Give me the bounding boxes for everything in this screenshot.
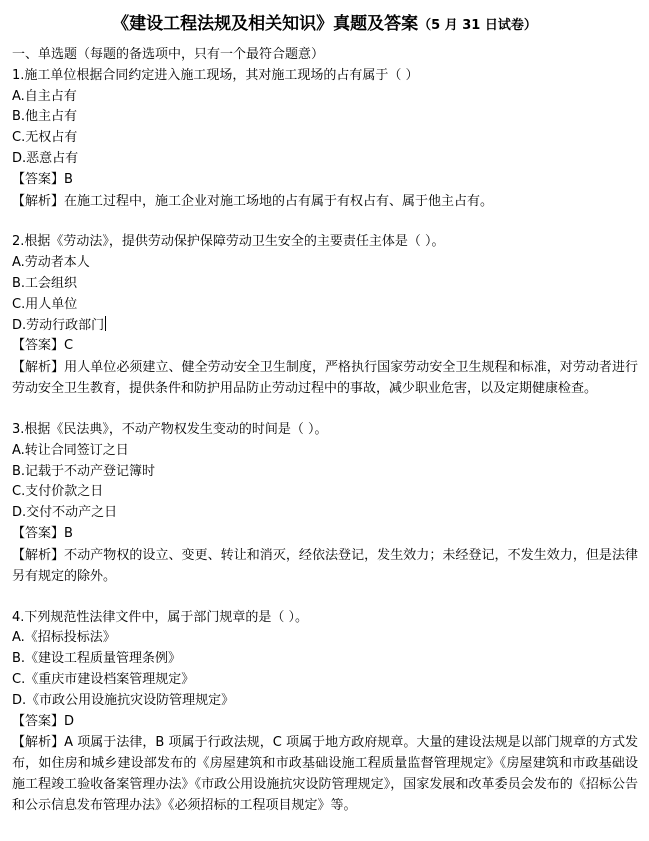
question-2-option-d: D.劳动行政部门 bbox=[12, 317, 105, 333]
question-1-analysis: 【解析】在施工过程中，施工企业对施工场地的占有属于有权占有、属于他主占有。 bbox=[12, 193, 494, 209]
question-2-stem: 2.根据《劳动法》，提供劳动保护保障劳动卫生安全的主要责任主体是（ ）。 bbox=[12, 234, 445, 250]
document-body bbox=[12, 45, 638, 816]
spacer bbox=[12, 212, 638, 233]
question-1-stem: 1.施工单位根据合同约定进入施工现场，其对施工现场的占有属于（ ） bbox=[12, 67, 419, 83]
question-3-option-b: B.记载于不动产登记簿时 bbox=[12, 463, 156, 479]
question-4-option-d: D.《市政公用设施抗灾设防管理规定》 bbox=[12, 692, 235, 708]
question-3-answer: 【答案】B bbox=[12, 525, 73, 541]
question-1-answer: 【答案】B bbox=[12, 171, 73, 187]
text-cursor bbox=[105, 316, 106, 331]
question-1-option-b: B.他主占有 bbox=[12, 109, 78, 125]
question-2-option-a: A.劳动者本人 bbox=[12, 255, 90, 271]
question-2-option-d-row bbox=[12, 316, 638, 337]
question-2-analysis: 【解析】用人单位必须建立、健全劳动安全卫生制度，严格执行国家劳动安全卫生规程和标准，对劳动者进行劳动安全卫生教育，提供条件和防护用品防止劳动过程中的事故，减少职业危害，以及定期健康检查。 bbox=[12, 360, 638, 397]
question-4-answer: 【答案】D bbox=[12, 713, 75, 729]
section-heading: 一、单选题（每题的备选项中，只有一个最符合题意） bbox=[12, 47, 325, 62]
question-2-answer: 【答案】C bbox=[12, 338, 74, 354]
spacer bbox=[12, 399, 638, 420]
question-2-option-b: B.工会组织 bbox=[12, 275, 78, 291]
question-4-option-b: B.《建设工程质量管理条例》 bbox=[12, 651, 182, 667]
title-subtitle: （5 月 31 日试卷） bbox=[418, 18, 537, 33]
question-3-option-a: A.转让合同签订之日 bbox=[12, 442, 129, 458]
question-4-option-c: C.《重庆市建设档案管理规定》 bbox=[12, 671, 195, 687]
title-main: 《建设工程法规及相关知识》真题及答案 bbox=[112, 14, 419, 34]
question-3-option-c: C.支付价款之日 bbox=[12, 484, 104, 500]
question-4-analysis: 【解析】A 项属于法律，B 项属于行政法规，C 项属于地方政府规章。大量的建设法规是以部门规章的方式发布，如住房和城乡建设部发布的《房屋建筑和市政基础设施工程质量监督管理规定》《房屋建筑和市政基础设施工程竣工验收备案管理办法》《市政公用设施抗灾设防管理规定》，国家发展和改革委员会发布的《招标公告和公示信息发布管理办法》《必须招标的工程项目规定》等。 bbox=[12, 735, 638, 814]
question-4-option-a: A.《招标投标法》 bbox=[12, 630, 116, 646]
spacer bbox=[12, 587, 638, 608]
question-4-stem: 4.下列规范性法律文件中，属于部门规章的是（ ）。 bbox=[12, 609, 309, 625]
question-3-stem: 3.根据《民法典》，不动产物权发生变动的时间是（ ）。 bbox=[12, 421, 328, 437]
question-1-option-d: D.恶意占有 bbox=[12, 150, 79, 166]
question-3-option-d: D.交付不动产之日 bbox=[12, 505, 118, 521]
question-1-option-a: A.自主占有 bbox=[12, 88, 77, 104]
document-title bbox=[0, 12, 649, 38]
question-3-analysis: 【解析】不动产物权的设立、变更、转让和消灭，经依法登记，发生效力；未经登记，不发生效力，但是法律另有规定的除外。 bbox=[12, 547, 638, 584]
question-1-option-c: C.无权占有 bbox=[12, 130, 78, 146]
question-2-option-c: C.用人单位 bbox=[12, 296, 78, 312]
